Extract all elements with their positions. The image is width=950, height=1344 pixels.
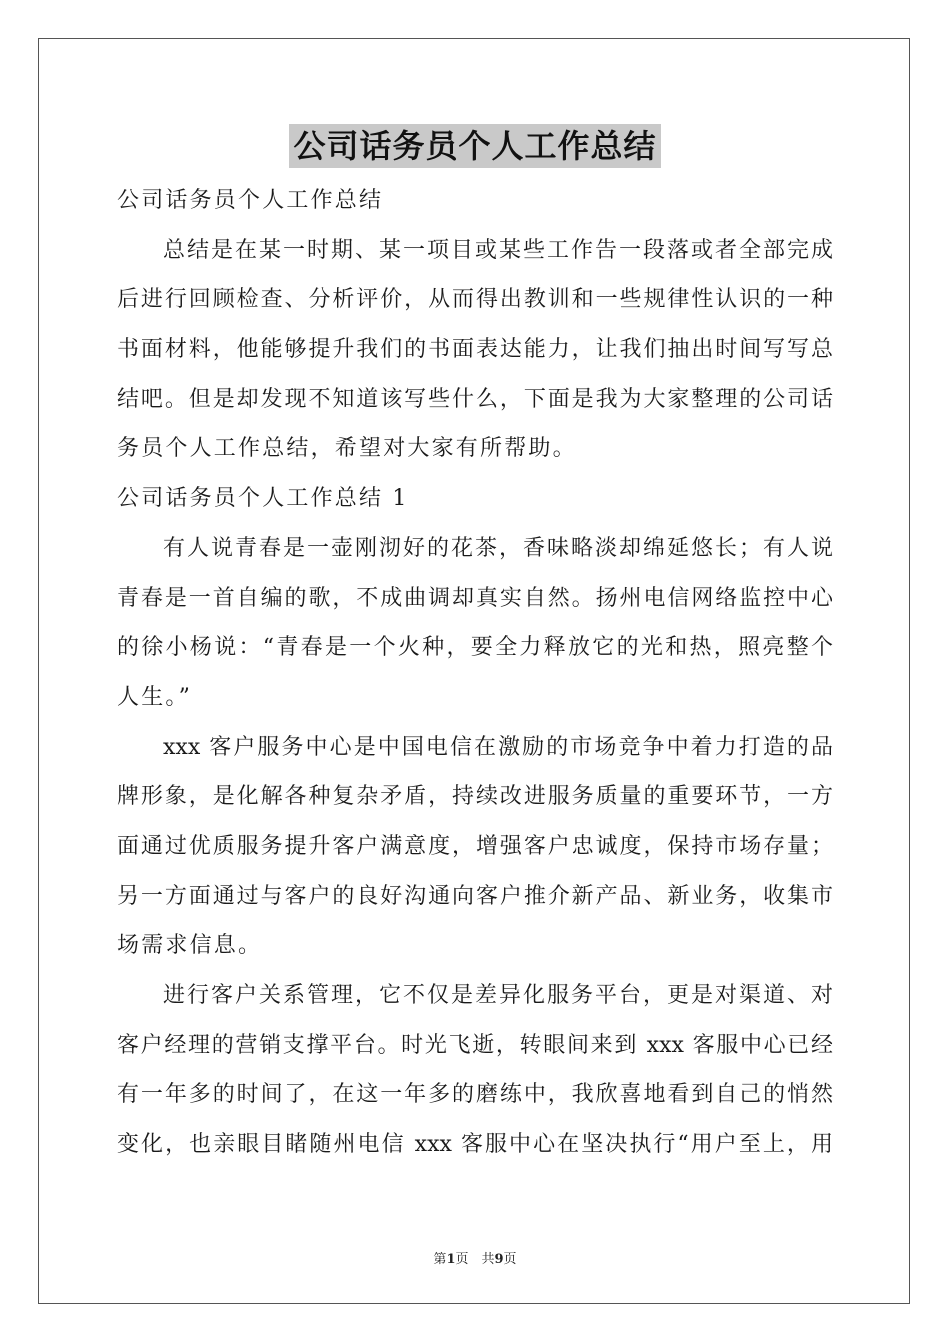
page-mid: 页 共: [455, 1252, 495, 1267]
page-suffix: 页: [503, 1252, 517, 1267]
paragraph-line: 场需求信息。: [117, 933, 263, 959]
paragraph-line: 人生。”: [117, 684, 193, 710]
document-body: [117, 176, 833, 1170]
paragraph-line: 的徐小杨说：“青春是一个火种，要全力释放它的光和热，照亮整个: [117, 635, 833, 661]
paragraph-line: 后进行回顾检查、分析评价，从而得出教训和一些规律性认识的一种: [117, 287, 833, 313]
document-title: 公司话务员个人工作总结: [289, 124, 660, 168]
page-total: 9: [494, 1252, 504, 1267]
subheading: 公司话务员个人工作总结 1: [117, 486, 409, 512]
paragraph-line: 面通过优质服务提升客户满意度，增强客户忠诚度，保持市场存量；: [117, 833, 833, 859]
paragraph-line: 有一年多的时间了，在这一年多的磨练中，我欣喜地看到自己的悄然: [117, 1082, 833, 1108]
paragraph-line: 书面材料，他能够提升我们的书面表达能力，让我们抽出时间写写总: [117, 337, 833, 363]
subheading: 公司话务员个人工作总结: [117, 188, 384, 213]
paragraph-line: 务员个人工作总结，希望对大家有所帮助。: [117, 436, 577, 462]
paragraph-line: 另一方面通过与客户的良好沟通向客户推介新产品、新业务，收集市: [117, 883, 833, 909]
paragraph-line: 牌形象，是化解各种复杂矛盾，持续改进服务质量的重要环节，一方: [117, 784, 833, 810]
page-current: 1: [446, 1252, 456, 1267]
paragraph-line: xxx 客户服务中心是中国电信在激励的市场竞争中着力打造的品: [163, 734, 833, 760]
page-footer: [0, 1248, 950, 1267]
paragraph-line: 青春是一首自编的歌，不成曲调却真实自然。扬州电信网络监控中心: [117, 585, 833, 611]
paragraph-line: 结吧。但是却发现不知道该写些什么，下面是我为大家整理的公司话: [117, 386, 833, 412]
page-prefix: 第: [433, 1252, 447, 1267]
paragraph-line: 有人说青春是一壶刚沏好的花茶，香味略淡却绵延悠长；有人说: [163, 535, 833, 561]
paragraph-line: 变化，也亲眼目睹随州电信 xxx 客服中心在坚决执行“用户至上，用: [117, 1132, 833, 1158]
paragraph-line: 总结是在某一时期、某一项目或某些工作告一段落或者全部完成: [163, 237, 833, 263]
title-wrap: [0, 124, 950, 168]
paragraph-line: 进行客户关系管理，它不仅是差异化服务平台，更是对渠道、对: [163, 983, 833, 1008]
paragraph-line: 客户经理的营销支撑平台。时光飞逝，转眼间来到 xxx 客服中心已经: [117, 1032, 833, 1058]
